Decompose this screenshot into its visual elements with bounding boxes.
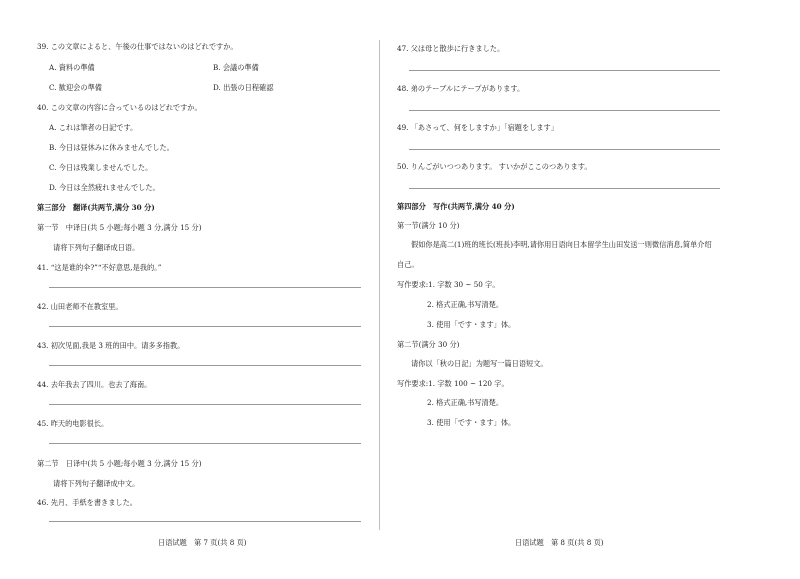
- q47: 47. 父は母と散歩に行きました。: [397, 44, 505, 53]
- part4-section2-requirement-3: 3. 使用「です・ます」体。: [427, 418, 516, 427]
- q45: 45. 昨天的电影很长。: [37, 419, 109, 428]
- part4-section1-body-cont: 自己。: [397, 260, 419, 269]
- part4-section2-requirement-1: 写作要求:1. 字数 100 ~ 120 字。: [397, 379, 509, 388]
- part3-section2-instruction: 请将下列句子翻译成中文。: [53, 479, 140, 488]
- q39-question: 39. この文章によると、午後の仕事ではないのはどれですか。: [37, 42, 238, 51]
- part4-section2-body: 请你以「秋の日記」为题写一篇日语短文。: [411, 359, 548, 368]
- page-divider: [379, 40, 380, 530]
- q39-option-b: B. 会議の準備: [213, 63, 259, 72]
- part3-title: 第三部分 翻译(共两节,满分 30 分): [37, 203, 155, 212]
- part4-section1-requirement-2: 2. 格式正确,书写清楚。: [427, 300, 504, 309]
- q39-option-c: C. 歓迎会の準備: [49, 83, 102, 92]
- part3-section1-instruction: 请将下列句子翻译成日语。: [53, 243, 140, 252]
- q40-option-b: B. 今日は昼休みに休みませんでした。: [49, 143, 174, 152]
- answer-line-q49[interactable]: [409, 149, 720, 150]
- answer-line-q47[interactable]: [409, 70, 720, 71]
- part4-section1-title: 第一节(满分 10 分): [397, 221, 460, 230]
- q40-option-d: D. 今日は全然疲れませんでした。: [49, 183, 160, 192]
- q39-option-a: A. 資料の準備: [49, 63, 95, 72]
- page-footer-8: 日语试题 第 8 页(共 8 页): [515, 538, 604, 547]
- q39-option-d: D. 出張の日程確認: [213, 83, 274, 92]
- part4-section1-requirement-1: 写作要求:1. 字数 30 ~ 50 字。: [397, 280, 500, 289]
- q48: 48. 弟のテーブルにテープがあります。: [397, 84, 525, 93]
- part4-section2-requirement-2: 2. 格式正确,书写清楚。: [427, 398, 504, 407]
- answer-line-q48[interactable]: [409, 110, 720, 111]
- q40-question: 40. この文章の内容に合っているのはどれですか。: [37, 103, 202, 112]
- answer-line-q43[interactable]: [49, 365, 361, 366]
- q43: 43. 初次见面,我是 3 班的田中。请多多指教。: [37, 341, 185, 350]
- part4-section1-body: 假如你是高二(1)班的班长(班長)李明,请你用日语向日本留学生山田发送一则微信消息,简单介绍: [411, 240, 712, 249]
- q42: 42. 山田老师不在教室里。: [37, 302, 123, 311]
- part3-section1-title: 第一节 中译日(共 5 小题;每小题 3 分,满分 15 分): [37, 223, 202, 232]
- q40-option-a: A. これは筆者の日記です。: [49, 123, 138, 132]
- page-footer-7: 日语试题 第 7 页(共 8 页): [158, 538, 247, 547]
- answer-line-q46[interactable]: [49, 521, 361, 522]
- part4-section1-requirement-3: 3. 使用「です・ます」体。: [427, 320, 516, 329]
- q41: 41. “这是谁的伞?”“不好意思,是我的。”: [37, 263, 162, 272]
- answer-line-q42[interactable]: [49, 326, 361, 327]
- q46: 46. 先月、手紙を書きました。: [37, 498, 137, 507]
- left-page: [0, 0, 390, 579]
- answer-line-q45[interactable]: [49, 443, 361, 444]
- q50: 50. りんごがいつつあります。 すいかがここのつあります。: [397, 162, 592, 171]
- part3-section2-title: 第二节 日译中(共 5 小题;每小题 3 分,满分 15 分): [37, 459, 202, 468]
- answer-line-q44[interactable]: [49, 404, 361, 405]
- q40-option-c: C. 今日は残業しませんでした。: [49, 163, 153, 172]
- right-page: [390, 0, 800, 579]
- q49: 49. 「あさって、何をしますか」「宿題をします」: [397, 123, 558, 132]
- answer-line-q50[interactable]: [409, 188, 720, 189]
- part4-title: 第四部分 写作(共两节,满分 40 分): [397, 202, 515, 211]
- part4-section2-title: 第二节(满分 30 分): [397, 340, 460, 349]
- q44: 44. 去年我去了四川。也去了海南。: [37, 380, 152, 389]
- answer-line-q41[interactable]: [49, 287, 361, 288]
